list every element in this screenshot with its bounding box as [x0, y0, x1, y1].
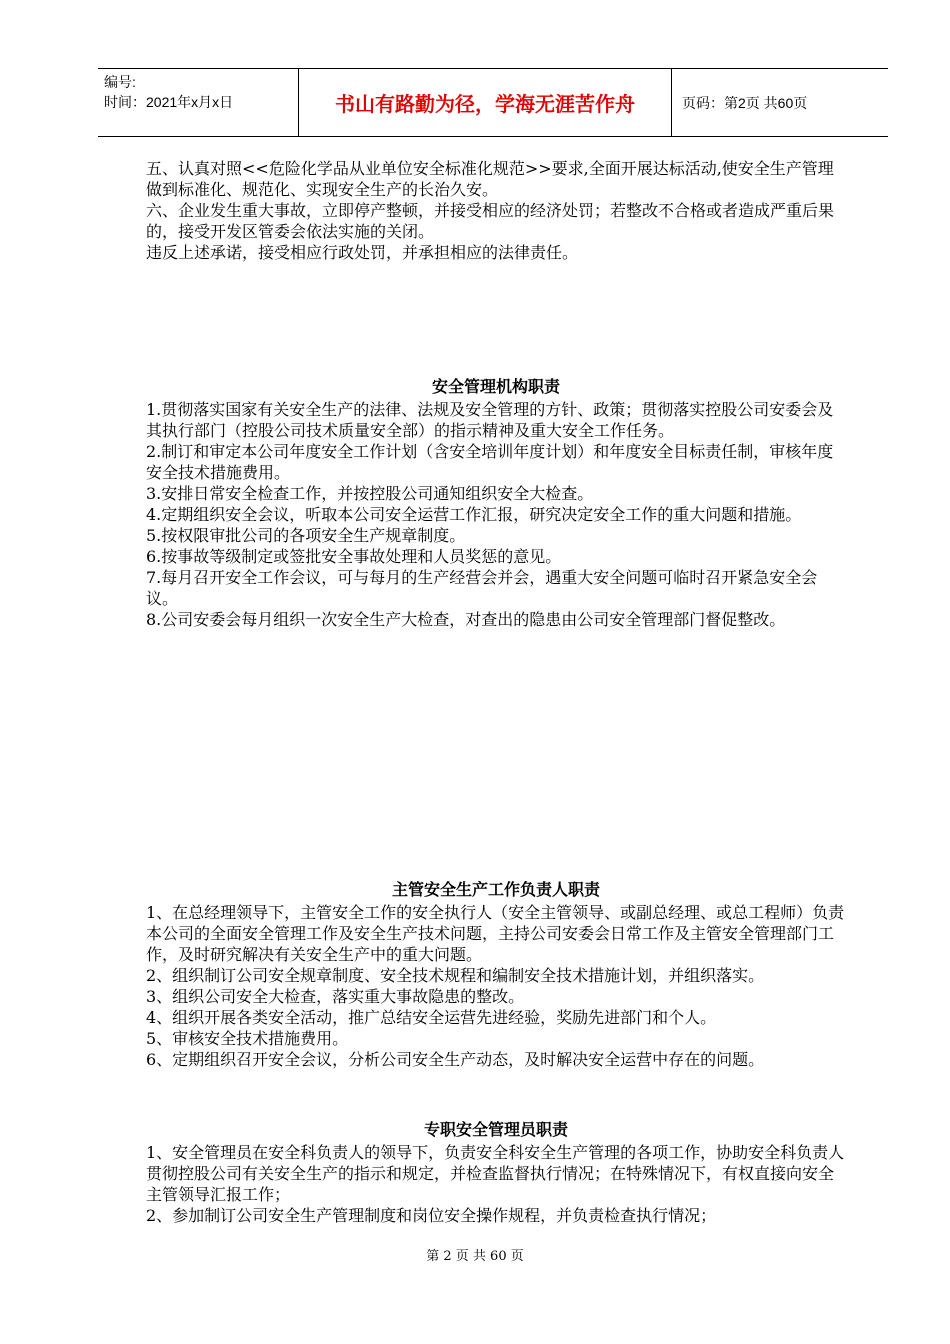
list-item: 2.制订和审定本公司年度安全工作计划（含安全培训年度计划）和年度安全目标责任制，审核年度安全技术措施费用。 — [146, 442, 834, 482]
header-page-info: 页码：第2页 共60页 — [682, 94, 808, 111]
document-number-label: 编号: — [104, 74, 136, 90]
page-footer: 第 2 页 共 60 页 — [426, 1249, 524, 1264]
section-title: 安全管理机构职责 — [431, 377, 560, 396]
list-item: 8.公司安委会每月组织一次安全生产大检查，对查出的隐患由公司安全管理部门督促整改。 — [146, 610, 786, 629]
list-item: 5.按权限审批公司的各项安全生产规章制度。 — [146, 526, 466, 545]
section-body — [146, 1142, 846, 1226]
intro-section — [146, 158, 846, 263]
list-item: 6、定期组织召开安全会议，分析公司安全生产动态，及时解决安全运营中存在的问题。 — [146, 1050, 765, 1069]
list-item: 2、参加制订公司安全生产管理制度和岗位安全操作规程，并负责检查执行情况； — [146, 1206, 717, 1225]
list-item: 3、组织公司安全大检查，落实重大事故隐患的整改。 — [146, 987, 525, 1006]
header-meta — [98, 69, 299, 136]
page-header — [98, 68, 888, 137]
list-item: 2、组织制订公司安全规章制度、安全技术规程和编制安全技术措施计划，并组织落实。 — [146, 966, 765, 985]
list-item: 4、组织开展各类安全活动，推广总结安全运营先进经验，奖励先进部门和个人。 — [146, 1008, 717, 1027]
list-item: 1.贯彻落实国家有关安全生产的法律、法规及安全管理的方针、政策；贯彻落实控股公司安委会及其执行部门（控股公司技术质量安全部）的指示精神及重大安全工作任务。 — [146, 400, 834, 440]
header-motto: 书山有路勤为径，学海无涯苦作舟 — [299, 69, 672, 136]
document-time-label: 时间：2021年x月x日 — [104, 94, 234, 110]
section-title: 专职安全管理员职责 — [423, 1120, 568, 1139]
paragraph: 违反上述承诺，接受相应行政处罚，并承担相应的法律责任。 — [146, 243, 579, 262]
list-item: 6.按事故等级制定或签批安全事故处理和人员奖惩的意见。 — [146, 547, 562, 566]
paragraph: 五、认真对照<<危险化学品从业单位安全标准化规范>>要求,全面开展达标活动,使安全生产管理做到标准化、规范化、实现安全生产的长治久安。 — [146, 159, 834, 199]
paragraph: 六、企业发生重大事故，立即停产整顿，并接受相应的经济处罚；若整改不合格或者造成严重后果的，接受开发区管委会依法实施的关闭。 — [146, 201, 835, 241]
list-item: 3.安排日常安全检查工作，并按控股公司通知组织安全大检查。 — [146, 484, 594, 503]
section-body — [146, 902, 846, 1070]
list-item: 4.定期组织安全会议，听取本公司安全运营工作汇报，研究决定安全工作的重大问题和措施。 — [146, 505, 802, 524]
section-title: 主管安全生产工作负责人职责 — [391, 880, 600, 899]
list-item: 5、审核安全技术措施费用。 — [146, 1029, 349, 1048]
section-body — [146, 399, 846, 630]
list-item: 1、安全管理员在安全科负责人的领导下，负责安全科安全生产管理的各项工作，协助安全科负责人贯彻控股公司有关安全生产的指示和规定，并检查监督执行情况；在特殊情况下，有权直接向安全主管领导汇报工作； — [146, 1143, 845, 1204]
list-item: 1、在总经理领导下，主管安全工作的安全执行人（安全主管领导、或副总经理、或总工程师）负责本公司的全面安全管理工作及安全生产技术问题，主持公司安委会日常工作及主管安全管理部门工作，及时研究解决有关安全生产中的重大问题。 — [146, 903, 845, 964]
list-item: 7.每月召开安全工作会议，可与每月的生产经营会并会，遇重大安全问题可临时召开紧急安全会议。 — [146, 568, 818, 608]
